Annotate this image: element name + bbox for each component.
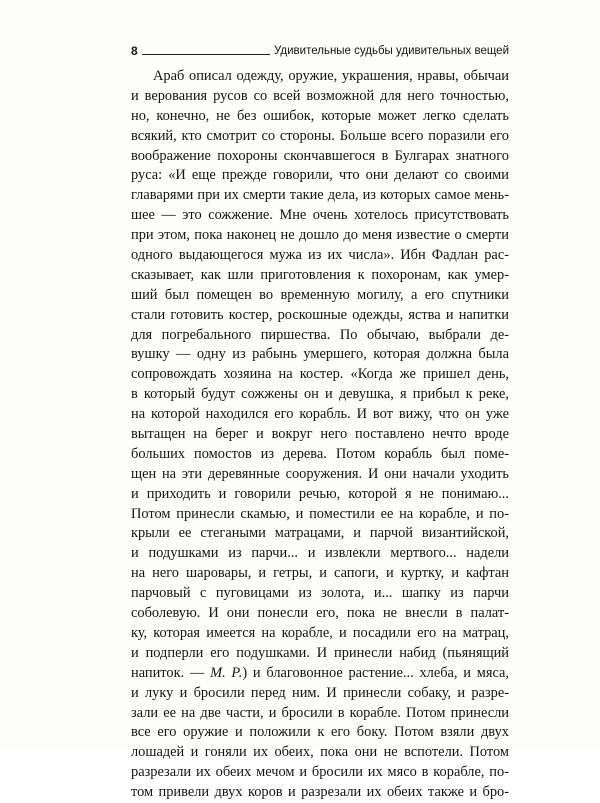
text-line: для погребального пиршества. По обычаю, выбрали де- [131, 326, 509, 343]
text-line: вушку — одну из рабынь умершего, которая должна была [131, 346, 509, 363]
text-line: главарями при их смерти такие дела, из которых самое мень- [131, 187, 509, 204]
text-line: все его оружие и положили к его боку. Потом взяли двух [131, 724, 509, 741]
text-line: воображение похороны скончавшегося в Булгарах знатного [131, 147, 509, 164]
text-line: Араб описал одежду, оружие, украшения, нравы, обычаи [153, 68, 509, 84]
text-line: одного выдающегося мужа из их числа». Ибн Фадлан рас- [131, 247, 509, 264]
text-line: крыли ее стегаными матрацами, и парчой византийской, [131, 525, 509, 542]
text-line: в который будут сожжены он и девушка, я прибыл к реке, [131, 386, 509, 403]
text-line: ку, которая имеется на корабле, и посадили его на матрац, [131, 624, 509, 641]
running-title: Удивительные судьбы удивительных вещей [274, 45, 509, 57]
text-line: разрезали их обеих мечом и бросили их мясо в корабле, по- [131, 764, 509, 781]
text-line: ший был помещен во временную могилу, а его спутники [131, 286, 509, 303]
text-line: и подперли его подушками. И принесли набид (пьянящий [131, 644, 509, 661]
text-line: том привели двух коров и разрезали их обеих также и бро- [131, 784, 509, 801]
text-line: всякий, кто смотрит со стороны. Больше всего поразили его [131, 127, 509, 144]
text-line: сопровождать хозяина на костер. «Когда же пришел день, [131, 366, 509, 383]
text-line: но, конечно, не без ошибок, которые может легко сделать [131, 107, 509, 124]
text-line: Потом принесли скамью, и поместили ее на корабле, и по- [131, 505, 509, 522]
page-number: 8 [131, 44, 138, 58]
text-line: вытащен на берег и вокруг него поставлено нечто вроде [131, 426, 509, 443]
text-line: на которой находился его корабль. И вот вижу, что он уже [131, 406, 509, 423]
text-line: и приходить и говорили речью, которой я не понимаю... [131, 485, 509, 502]
text-line: парчовый с пуговицами из золота, и... шапку из парчи [131, 585, 509, 602]
text-line: больших помостов из дерева. Потом корабль был поме- [131, 445, 509, 462]
text-line: и подушками из парчи... и извлекли мертвого... надели [131, 545, 509, 562]
text-line: напиток. — М. Р.) и благовонное растение... хлеба, и мяса, [131, 664, 509, 681]
text-line: стали готовить костер, роскошные одежды, яства и напитки [131, 306, 509, 323]
header-rule [142, 54, 270, 55]
text-line: при этом, пока наконец не дошло до меня известие о смерти [131, 227, 509, 244]
text-line: сказывает, как шли приготовления к похоронам, как умер- [131, 266, 509, 283]
text-line: соболевую. И они понесли его, пока не внесли в палат- [131, 605, 509, 622]
text-line: и луку и бросили перед ним. И принесли собаку, и разре- [131, 684, 509, 701]
text-line: и верования русов со всей возможной для него точностью, [131, 87, 509, 104]
body-text [131, 67, 509, 803]
text-line: руса: «И еще прежде говорили, что они делают со своими [131, 167, 509, 184]
running-header [131, 37, 509, 57]
text-line: щен на эти деревянные сооружения. И они начали уходить [131, 465, 509, 482]
text-line: шее — это сожжение. Мне очень хотелось присутствовать [131, 207, 509, 224]
text-line: на него шаровары, и гетры, и сапоги, и куртку, и кафтан [131, 565, 509, 582]
text-line: зали ее на две части, и бросили в корабле. Потом принесли [131, 704, 509, 721]
text-line: лошадей и гоняли их обеих, пока они не вспотели. Потом [131, 744, 509, 761]
